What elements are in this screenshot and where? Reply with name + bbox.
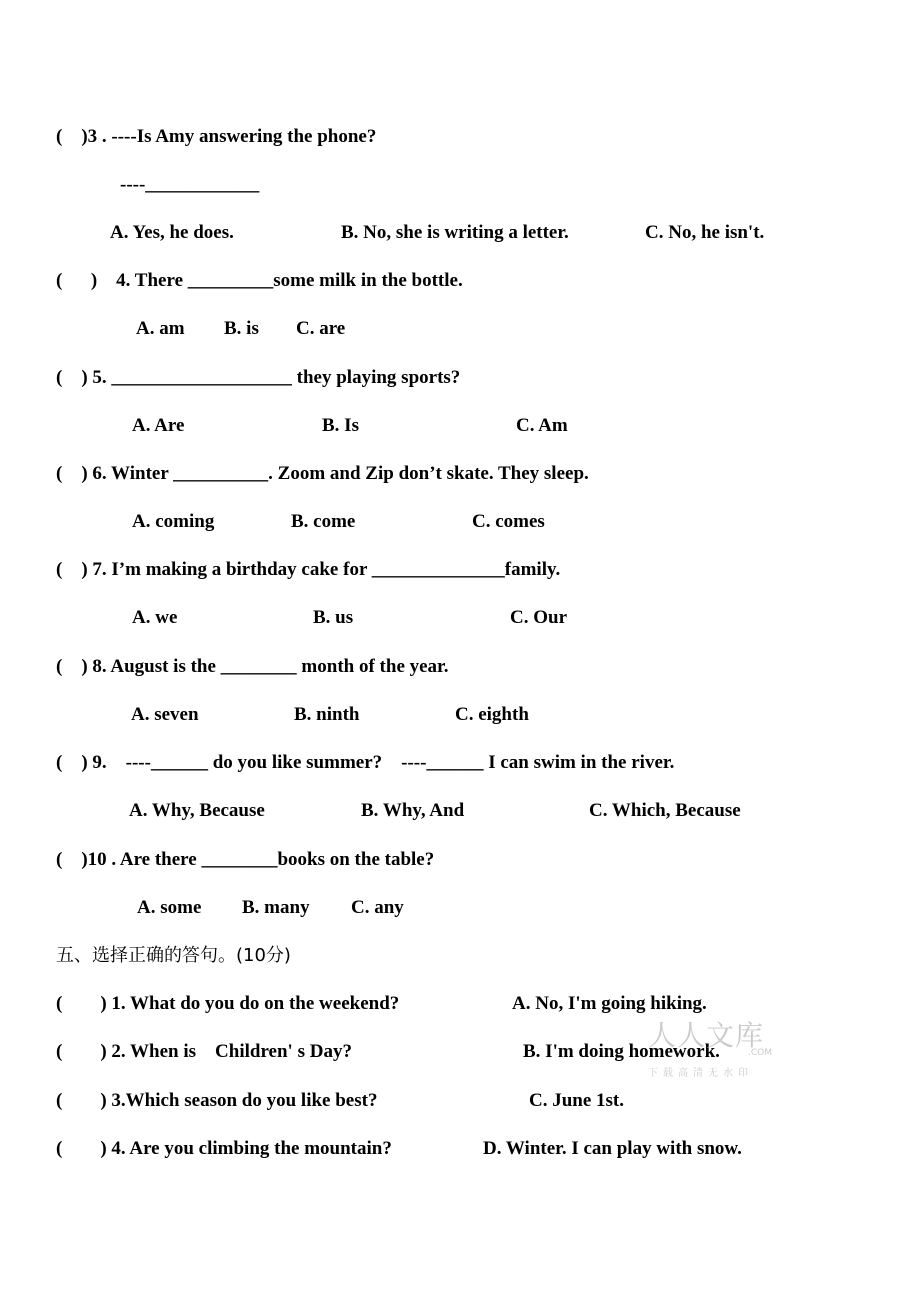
question-3-stem: ( )3 . ----Is Amy answering the phone?: [56, 126, 377, 147]
question-8-stem: ( ) 8. August is the ________ month of the year.: [56, 656, 449, 677]
question-8-option-a: A. seven: [131, 704, 199, 725]
match-answer-a: A. No, I'm going hiking.: [512, 993, 707, 1014]
question-4-option-c: C. are: [296, 318, 346, 339]
question-4-stem: ( ) 4. There _________some milk in the bottle.: [56, 270, 463, 291]
question-6-stem: ( ) 6. Winter __________. Zoom and Zip don’t skate. They sleep.: [56, 463, 589, 484]
question-3-option-a: A. Yes, he does.: [110, 222, 234, 243]
question-4-option-a: A. am: [136, 318, 185, 339]
question-7-option-c: C. Our: [510, 607, 567, 628]
question-9-option-a: A. Why, Because: [129, 800, 265, 821]
question-9-option-c: C. Which, Because: [589, 800, 741, 821]
question-10-stem: ( )10 . Are there ________books on the table?: [56, 849, 435, 870]
question-8-option-c: C. eighth: [455, 704, 529, 725]
question-9-stem: ( ) 9. ----______ do you like summer? ----______ I can swim in the river.: [56, 752, 675, 773]
question-3-option-c: C. No, he isn't.: [645, 222, 765, 243]
watermark-domain: .COM: [748, 1048, 772, 1058]
question-5-option-c: C. Am: [516, 415, 568, 436]
match-question-4: ( ) 4. Are you climbing the mountain?: [56, 1138, 392, 1159]
question-6-option-b: B. come: [291, 511, 356, 532]
question-5-option-b: B. Is: [322, 415, 359, 436]
match-question-1: ( ) 1. What do you do on the weekend?: [56, 993, 400, 1014]
question-7-option-a: A. we: [132, 607, 178, 628]
question-7-option-b: B. us: [313, 607, 354, 628]
question-9-option-b: B. Why, And: [361, 800, 465, 821]
section-5-title: 五、选择正确的答句。(10分): [56, 945, 291, 966]
question-4-option-b: B. is: [224, 318, 259, 339]
match-answer-d: D. Winter. I can play with snow.: [483, 1138, 742, 1159]
question-3-option-b: B. No, she is writing a letter.: [341, 222, 569, 243]
match-answer-b: B. I'm doing homework.: [523, 1041, 720, 1062]
watermark-tagline: 下载高清无水印: [648, 1068, 753, 1079]
watermark-title: 人人文库: [648, 1019, 765, 1052]
question-6-option-a: A. coming: [132, 511, 215, 532]
question-3-answer-line: ----____________: [120, 174, 260, 195]
match-answer-c: C. June 1st.: [529, 1090, 625, 1111]
question-6-option-c: C. comes: [472, 511, 545, 532]
match-question-2: ( ) 2. When is Children' s Day?: [56, 1041, 352, 1062]
question-10-option-b: B. many: [242, 897, 310, 918]
question-5-option-a: A. Are: [132, 415, 185, 436]
question-7-stem: ( ) 7. I’m making a birthday cake for ______________family.: [56, 559, 561, 580]
question-8-option-b: B. ninth: [294, 704, 360, 725]
question-10-option-a: A. some: [137, 897, 202, 918]
watermark-logo: [648, 1014, 774, 1084]
match-question-3: ( ) 3.Which season do you like best?: [56, 1090, 378, 1111]
question-5-stem: ( ) 5. ___________________ they playing sports?: [56, 367, 461, 388]
question-10-option-c: C. any: [351, 897, 404, 918]
